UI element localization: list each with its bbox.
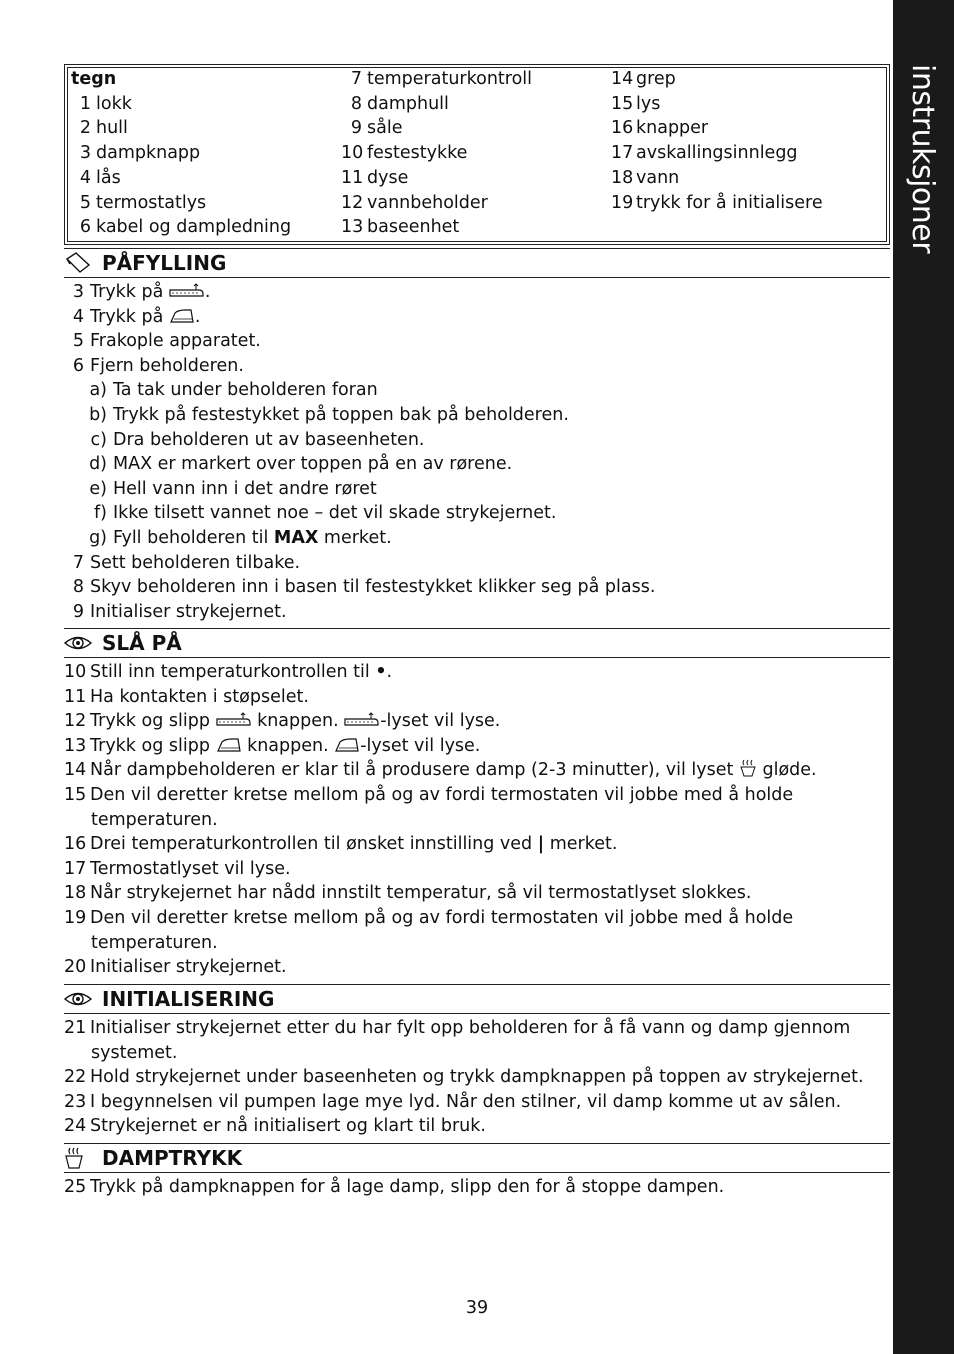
- sub-item: b) Trykk på festestykket på toppen bak på beholderen.: [89, 404, 569, 425]
- legend-item: 1 lokk: [79, 93, 132, 114]
- sub-item: g) Fyll beholderen til MAX merket.: [89, 527, 392, 548]
- list-item: 23 I begynnelsen vil pumpen lage mye lyd. Når den stilner, vil damp komme ut av sålen.: [64, 1091, 842, 1112]
- section-header-initialisering: [64, 984, 890, 1014]
- steam-icon: [739, 759, 757, 777]
- section-header-pafylling: [64, 248, 890, 278]
- legend-column-1: [71, 67, 291, 240]
- list-item: 21 Initialiser strykejernet etter du har fylt opp beholderen for å få vann og damp gjennom: [64, 1018, 851, 1038]
- sub-item: f) Ikke tilsett vannet noe – det vil skade strykejernet.: [94, 503, 557, 524]
- legend-column-2: [341, 67, 532, 240]
- legend-title: tegn: [71, 69, 117, 89]
- list-item: 16 Drei temperaturkontrollen til ønsket innstilling ved | merket.: [64, 834, 618, 855]
- list-item: 3 Trykk på .: [72, 282, 211, 302]
- list-item: 18 Når strykejernet har nådd innstilt temperatur, så vil termostatlyset slokkes.: [64, 883, 752, 904]
- list-item: 10 Still inn temperaturkontrollen til •.: [64, 662, 393, 682]
- legend-item: 8 damphull: [350, 93, 449, 114]
- damptrykk-list: [64, 1175, 884, 1200]
- list-item: 9 Initialiser strykejernet.: [72, 601, 287, 622]
- side-title: instruksjoner: [905, 64, 940, 254]
- section-title: SLÅ PÅ: [102, 631, 182, 655]
- legend-item: 19 trykk for å initialisere: [611, 192, 823, 213]
- sub-item: a) Ta tak under beholderen foran: [89, 380, 378, 401]
- list-item: 19 Den vil deretter kretse mellom på og av fordi termostaten vil jobbe med å holde: [64, 907, 794, 928]
- legend-item: 18 vann: [611, 167, 680, 188]
- list-item: 5 Frakople apparatet.: [72, 331, 261, 352]
- list-item: 12 Trykk og slipp knappen. -lyset vil lyse.: [64, 711, 501, 732]
- legend-item: 5 termostatlys: [79, 192, 207, 213]
- initialisering-list: [64, 1016, 884, 1139]
- sub-item: d) MAX er markert over toppen på en av rørene.: [89, 454, 513, 475]
- sub-item: e) Hell vann inn i det andre røret: [89, 478, 377, 499]
- legend-box: [64, 64, 890, 245]
- list-item: 11 Ha kontakten i støpselet.: [64, 686, 309, 707]
- legend-item: 9 såle: [350, 118, 403, 139]
- list-item: 25 Trykk på dampknappen for å lage damp, slipp den for å stoppe dampen.: [64, 1177, 725, 1197]
- section-title: DAMPTRYKK: [102, 1146, 243, 1170]
- list-item: 14 Når dampbeholderen er klar til å produsere damp (2-3 minutter), vil lyset gløde.: [64, 760, 817, 781]
- legend-item: 10 festestykke: [341, 143, 468, 164]
- iron-icon: [169, 308, 195, 324]
- list-item: 6 Fjern beholderen.: [72, 355, 244, 376]
- pafylling-list: [64, 280, 655, 624]
- eye-icon: [64, 631, 92, 655]
- list-item: 15 Den vil deretter kretse mellom på og av fordi termostaten vil jobbe med å holde: [64, 784, 794, 805]
- section-title: INITIALISERING: [102, 987, 275, 1011]
- legend-item: 7 temperaturkontroll: [350, 69, 533, 89]
- legend-item: 12 vannbeholder: [341, 192, 488, 213]
- legend-item: 2 hull: [79, 118, 128, 139]
- list-item: 8 Skyv beholderen inn i basen til festestykket klikker seg på plass.: [72, 577, 656, 598]
- legend-item: 17 avskallingsinnlegg: [611, 143, 798, 164]
- iron-icon: [216, 737, 242, 753]
- section-header-damptrykk: [64, 1143, 890, 1173]
- legend-item: 15 lys: [611, 93, 661, 114]
- list-item-continuation: systemet.: [91, 1042, 178, 1063]
- legend-item: 4 lås: [79, 167, 121, 188]
- page-number: 39: [465, 1298, 489, 1318]
- list-item-continuation: temperaturen.: [91, 932, 218, 953]
- legend-item: 6 kabel og dampledning: [79, 217, 292, 238]
- sub-item: c) Dra beholderen ut av baseenheten.: [90, 429, 425, 450]
- steam-button-icon: [344, 712, 380, 728]
- steam-button-icon: [169, 283, 205, 299]
- list-item-continuation: temperaturen.: [91, 809, 218, 830]
- list-item: 22 Hold strykejernet under baseenheten og trykk dampknappen på toppen av strykejernet.: [64, 1067, 864, 1088]
- list-item: 24 Strykejernet er nå initialisert og klart til bruk.: [64, 1116, 486, 1137]
- legend-item: 11 dyse: [341, 167, 409, 188]
- eye-icon: [64, 987, 92, 1011]
- list-item: 17 Termostatlyset vil lyse.: [64, 858, 291, 879]
- legend-item: 3 dampknapp: [79, 143, 201, 164]
- legend-item: 13 baseenhet: [341, 217, 460, 238]
- legend-item: 16 knapper: [611, 118, 709, 139]
- sla-pa-list: [64, 660, 884, 980]
- steam-icon: [64, 1146, 92, 1170]
- list-item: 20 Initialiser strykejernet.: [64, 957, 287, 978]
- list-item: 13 Trykk og slipp knappen. -lyset vil lyse.: [64, 735, 481, 756]
- iron-icon: [334, 737, 360, 753]
- list-item: 7 Sett beholderen tilbake.: [72, 552, 301, 573]
- legend-column-3: [611, 67, 823, 215]
- steam-button-icon: [216, 712, 252, 728]
- jug-icon: [64, 251, 92, 275]
- section-header-sla-pa: [64, 628, 890, 658]
- legend-item: 14 grep: [611, 69, 676, 89]
- list-item: 4 Trykk på .: [72, 306, 201, 327]
- section-title: PÅFYLLING: [102, 251, 227, 275]
